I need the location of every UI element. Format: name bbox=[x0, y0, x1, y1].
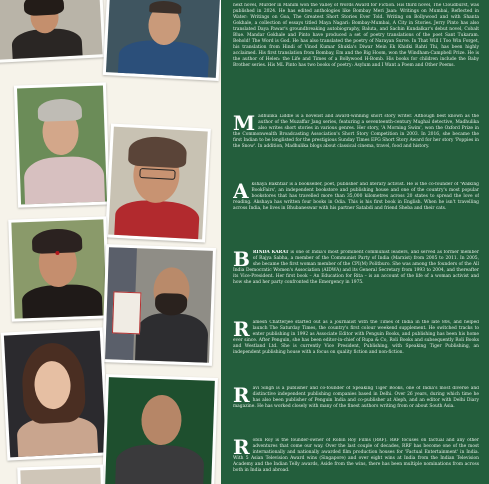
author-portrait-1 bbox=[0, 0, 106, 63]
bio-paragraph-6 bbox=[233, 386, 479, 430]
bio-text: next novel, Murder in Mahim won the Valley of Words Award for Fiction. His third novel, The Cloudburst, was published in 2024. He has edited anthologies like Bombay Meri Jaan: Writings on Mumbai, Reflected in Water: Writings on Goa, The Greatest Short Stories Ever Told. Writing on Bollywood and with Shanta Gokhale, a collection of essays titled Maya Nagari: Bombay-Mumbai, A City in Stories. Jerry Pinto has also translated Daya Pawar's groundbreaking autobiography, Baluta, and Sachin Kundalkar's debut novel, Cobalt Blue. Mandar Gokhale and Pinto have produced a set of poetry translations of the poet Sant Tukaram. Behold! The Word is God. He has also translated the poetry of Narayan Surve. In That Will I Too Win Forget, his translation from Hindi of Vinod Kumar Shukla's Diwar Mein Ek Khidki Rahti Thi, has been highly acclaimed. His first translation from Bombay, Em and the Big Hoom, won the Windham-Campbell Prize. He is the author of Helen: the Life and Times of a Bollywood H-Bomb. His books for children include the Baby Brother series. His ML Pinto has two books of poetry: Asylum and I Want a Poem and Other Poems. bbox=[233, 3, 479, 68]
drop-cap: R bbox=[233, 438, 250, 459]
author-portrait-6 bbox=[102, 244, 216, 366]
author-portrait-4 bbox=[105, 123, 211, 242]
bio-text: is one of India's most prominent communist leaders, and served as former member of Rajya Sabha, a member of the Communist Party of India (Marxist) from 2005 to 2011. In 2005, she became the first woman member of the CPI(M) Politburo. She was among the founders of the All India Democratic Women's Association (AIDWA) and its General Secretary from 1993 to 2004, and thereafter its Vice-President. Her first book – An Education for Rita – is an account of the life of a woman activist and how she and her party confronted the Emergency in 1975. bbox=[233, 250, 479, 285]
bio-text: amesh Chatterjee started out as a journalist with the Times of India in the late 80s, and helped launch The Saturday Times, the country's first colour weekend supplement. He switched tracks to enter publishing in 1992 as Associate Editor with Penguin Books, and publishing has been his home ever since. After Penguin, she has been editor-in-chief of Rupa & Co, Roli Books and subsequently Roli Books and Westland Ltd. She is currently Vice President, Publishing, with Speaking Tiger Publishing, an independent publishing house with a focus on quality fiction and non-fiction. bbox=[233, 320, 479, 355]
drop-cap: A bbox=[233, 182, 249, 203]
bio-paragraph-1 bbox=[233, 3, 479, 105]
bio-paragraph-2 bbox=[233, 114, 479, 172]
author-portrait-10 bbox=[98, 72, 108, 82]
bio-paragraph-5 bbox=[233, 320, 479, 378]
drop-cap: B bbox=[233, 250, 250, 271]
author-portrait-2 bbox=[103, 0, 223, 81]
author-bios-panel bbox=[221, 0, 489, 484]
author-portrait-7 bbox=[1, 327, 110, 460]
photo-collage bbox=[0, 0, 220, 484]
bio-lead-name: RINDA KARAT bbox=[252, 250, 289, 255]
bio-text: kshaya Bakhtiar is a bookseller, poet, publisher and literary activist. He is the co-founder of 'Walking BookFairs', an independent bookstore and publishing house and one of the country's most popular bookstores that has travelled more than 35,000 kilometres across 20 states to spread the love of reading. Akshaya has written four books in Odia. This is his first book in English. When he isn't travelling across India, he lives in Bhubaneswar with his partner Satabdi and friend Sheba and their cats. bbox=[233, 182, 479, 211]
bio-paragraph-3 bbox=[233, 182, 479, 238]
author-portrait-8 bbox=[102, 374, 218, 484]
drop-cap: R bbox=[233, 386, 250, 407]
author-portrait-9 bbox=[17, 465, 105, 484]
bio-text: avi Singh is a publisher and co-founder of Speaking Tiger Books, one of India's most diverse and distinctive independent publishing companies based in Delhi. Over 26 years, during which time he has also been publisher of Penguin India and co-publisher at Aleph, and an editor with Delhi Diary magazine. He has worked closely with many of the finest authors writing from or about South Asia. bbox=[233, 386, 479, 409]
drop-cap: R bbox=[233, 320, 250, 341]
author-portrait-3 bbox=[14, 82, 110, 207]
author-portrait-5 bbox=[8, 216, 110, 321]
bio-text: adhulika Liddle is a novelist and award-winning short story writer. Although best known as the author of the Muzaffar Jang series, featuring a seventeenth-century Mughal detective, Madhulika also writes short stories in various genres. Her story, 'A Morning Swim', won the Oxford Prize in the Commonwealth Broadcasting Association's Short Story Competition in 2003. In 2016, she became the first Indian to be longlisted for the prestigious Sunday Times EFG Short Story Award for her story 'Poppies in the Snow'. In addition, Madhulika blogs about classical cinema, travel, food and history. bbox=[233, 114, 479, 149]
bio-paragraph-7 bbox=[233, 438, 479, 484]
bio-paragraph-4 bbox=[233, 250, 479, 310]
bio-text: obin Roy is the founder-owner of Robin Roy Films (RRF). RRF focuses on factual and any other adventures that come our way. Over the last couple of decades, RRF has become one of the most internationally and nationally awarded film production houses for 'Factual Entertainment' in India. With 5 Asian Television Award wins (Singapore) and over eight wins at India from the Indian Television Academy and the Indian Telly awards, Aside from the wins, there has been multiple nominations from across both in India and abroad. bbox=[233, 438, 479, 473]
drop-cap: M bbox=[233, 114, 256, 135]
